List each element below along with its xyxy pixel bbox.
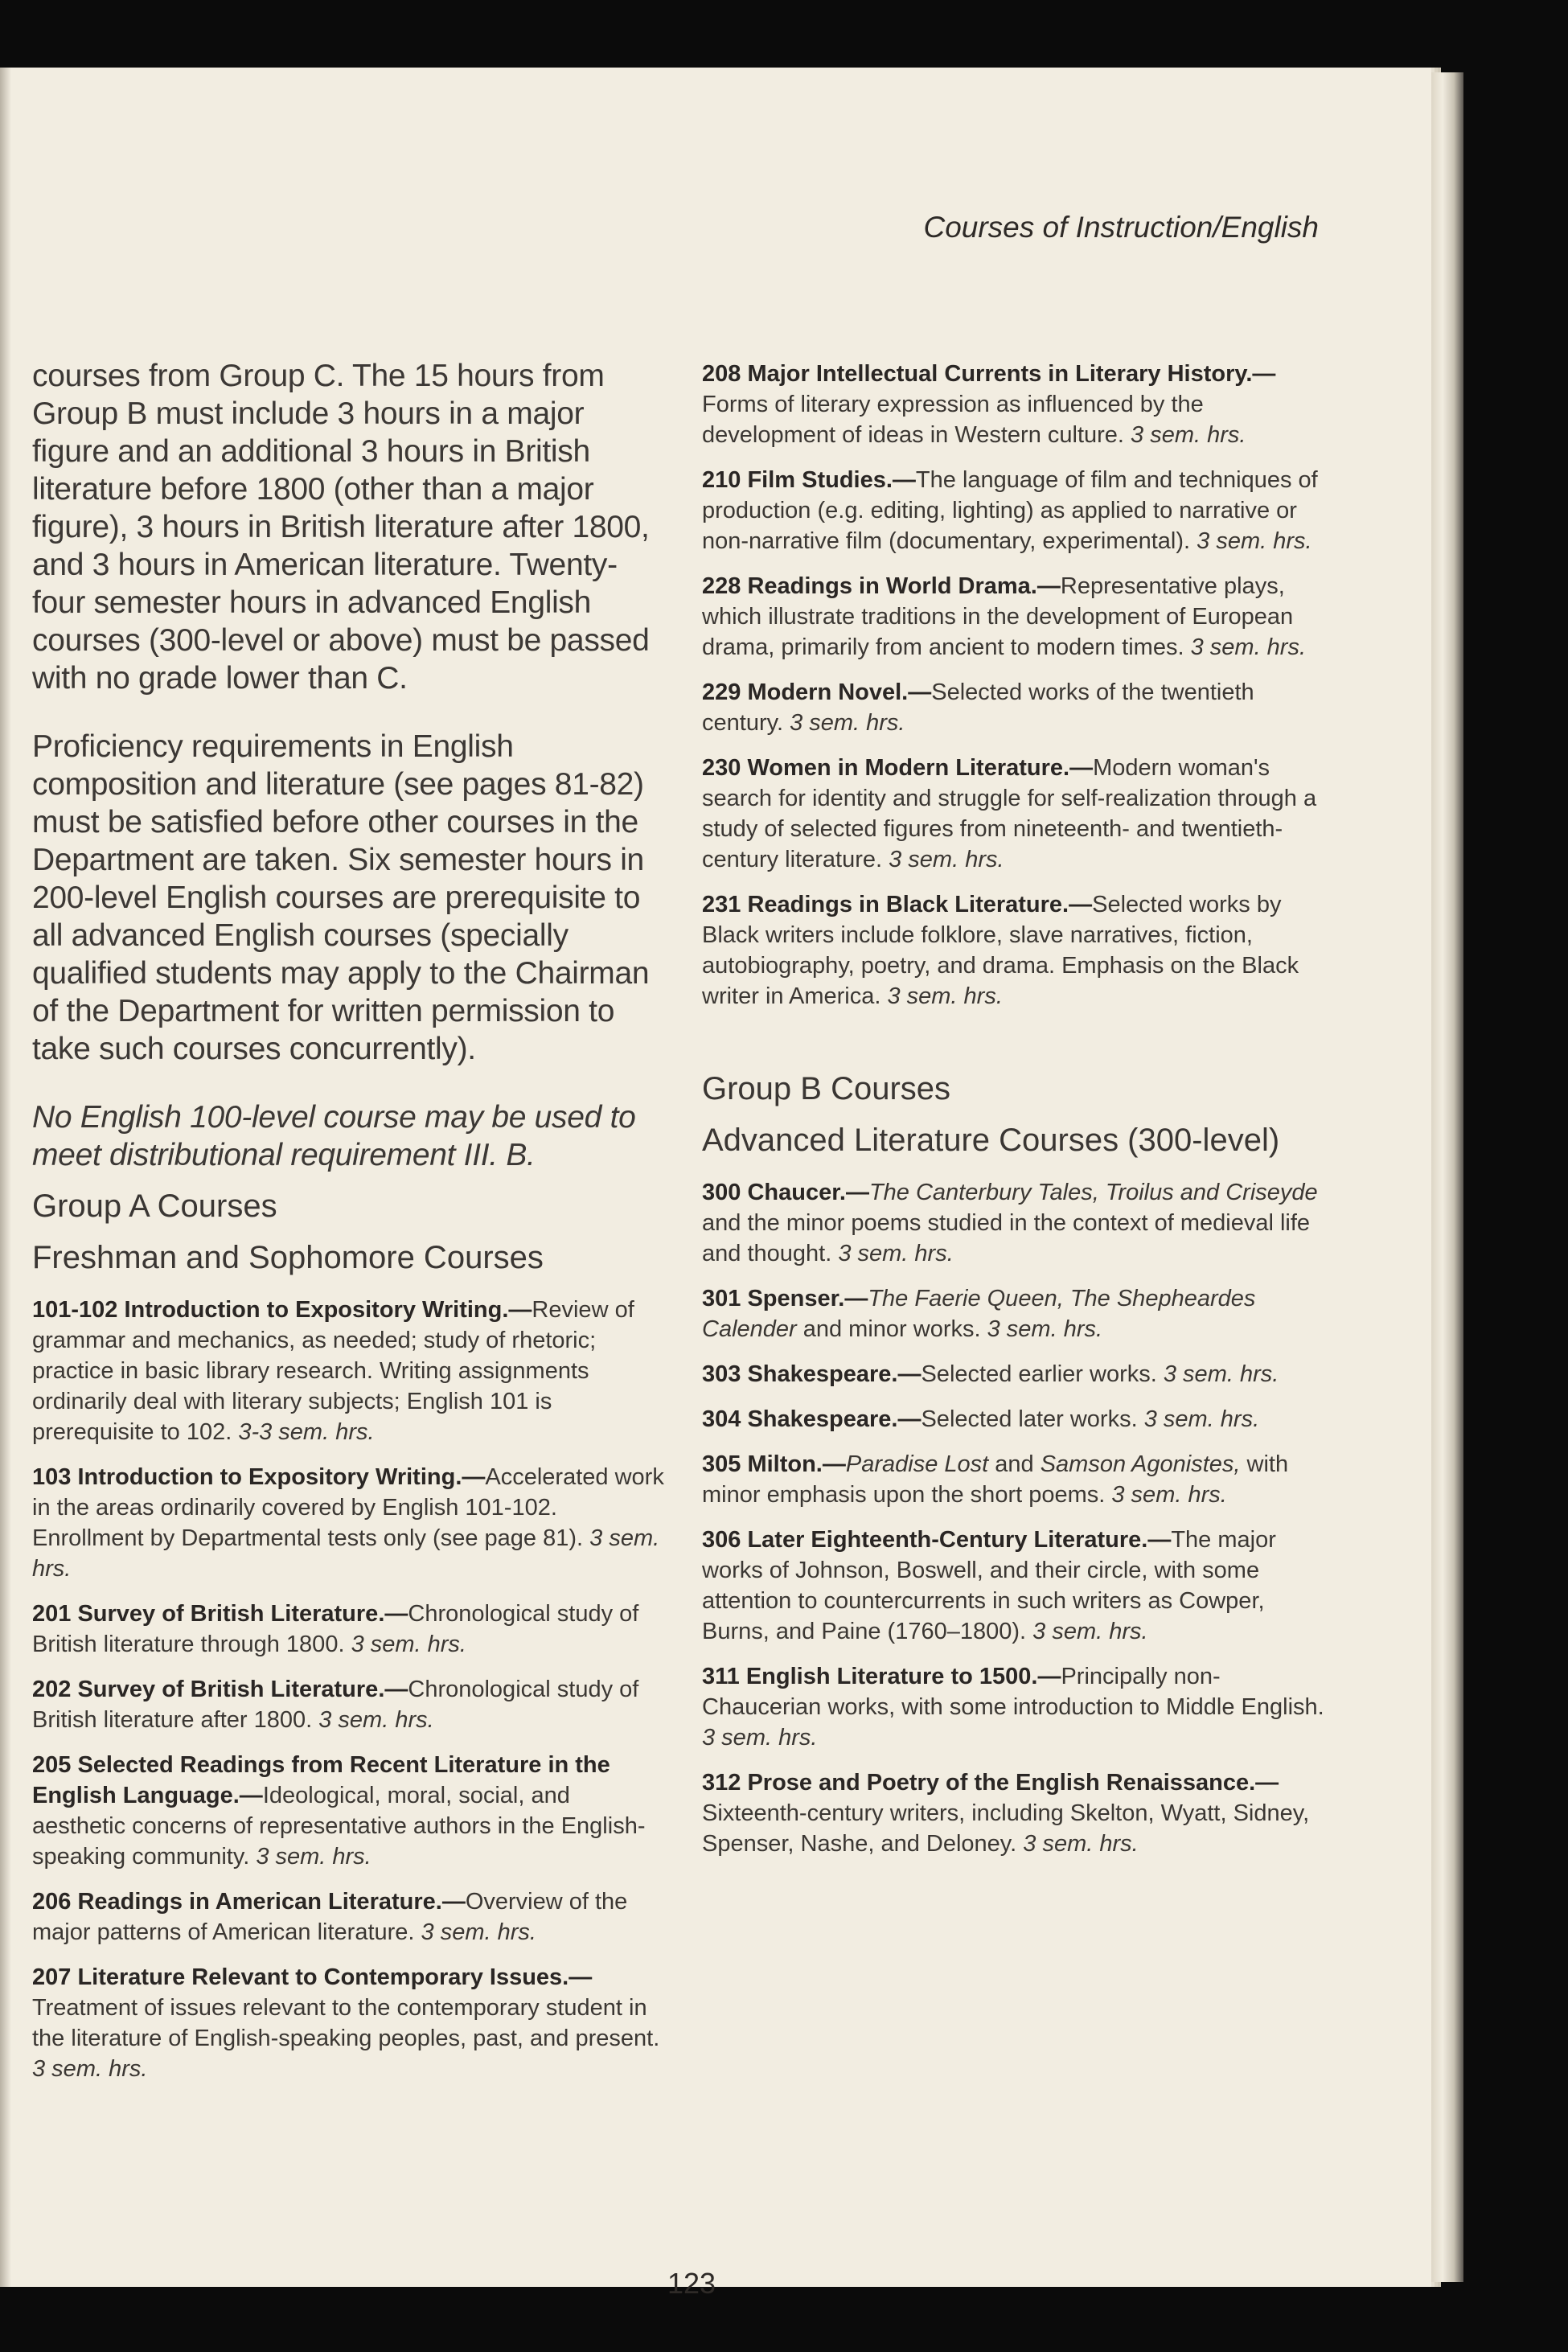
- course-228: [702, 571, 1329, 663]
- course-231: [702, 889, 1329, 1012]
- course-title: 230 Women in Modern Literature.—: [702, 755, 1094, 781]
- course-description: Chronological study of British literature after 1800.: [32, 1677, 639, 1733]
- course-hours: 3 sem. hrs.: [32, 1525, 660, 1582]
- course-title: 311 English Literature to 1500.—: [702, 1664, 1061, 1689]
- catalog-page: [0, 68, 1431, 2300]
- course-306: [702, 1525, 1329, 1647]
- course-206: [32, 1886, 667, 1948]
- course-312: [702, 1767, 1329, 1859]
- course-hours: 3 sem. hrs.: [987, 1316, 1103, 1342]
- course-title: 229 Modern Novel.—: [702, 679, 932, 705]
- course-201: [32, 1599, 667, 1660]
- course-title: 231 Readings in Black Literature.—: [702, 892, 1093, 917]
- course-hours: 3 sem. hrs.: [790, 710, 905, 736]
- running-head: Courses of Instruction/English: [923, 211, 1319, 244]
- page-gutter-shadow: [0, 68, 11, 2287]
- course-title: 306 Later Eighteenth-Century Literature.—: [702, 1527, 1172, 1553]
- course-description: Chronological study of British literature through 1800.: [32, 1601, 639, 1657]
- intro-text: [32, 357, 667, 1174]
- course-description: The language of film and techniques of production (e.g. editing, lighting) as applied to narrative or non-narrative film (documentary, experimental).: [702, 467, 1318, 554]
- course-title: 228 Readings in World Drama.—: [702, 573, 1061, 599]
- course-hours: 3 sem. hrs.: [318, 1707, 434, 1733]
- course-208: [702, 359, 1329, 450]
- course-title: 208 Major Intellectual Currents in Literary History.—: [702, 361, 1276, 387]
- course-title: 202 Survey of British Literature.—: [32, 1677, 408, 1702]
- left-column: [32, 357, 667, 2099]
- group-b-heading: Group B Courses: [702, 1071, 951, 1106]
- course-305: [702, 1449, 1329, 1510]
- course-description: Treatment of issues relevant to the contemporary student in the literature of English-speaking peoples, past, and present.: [32, 1995, 660, 2051]
- course-hours: 3 sem. hrs.: [351, 1632, 466, 1657]
- course-301: [702, 1283, 1329, 1344]
- course-hours: 3 sem. hrs.: [1131, 422, 1246, 448]
- page-number: 123: [667, 2267, 716, 2300]
- course-hours: 3-3 sem. hrs.: [238, 1419, 375, 1445]
- course-title: 207 Literature Relevant to Contemporary Issues.—: [32, 1964, 593, 1990]
- course-description: The major works of Johnson, Boswell, and their circle, with some attention to countercurrents in such writers as Cowper, Burns, and Paine (1760–1800).: [702, 1527, 1276, 1644]
- course-title: 304 Shakespeare.—: [702, 1406, 922, 1432]
- course-description: and the minor poems studied in the context of medieval life and thought.: [702, 1210, 1311, 1266]
- course-207: [32, 1962, 667, 2084]
- course-description: Selected works of the twentieth century.: [702, 679, 1254, 736]
- course-hours: 3 sem. hrs.: [32, 2056, 148, 2082]
- course-title: 300 Chaucer.—: [702, 1180, 869, 1205]
- course-title: 210 Film Studies.—: [702, 467, 916, 493]
- course-title: 206 Readings in American Literature.—: [32, 1889, 466, 1915]
- course-311: [702, 1661, 1329, 1753]
- work-title: Samson Agonistes,: [1040, 1451, 1241, 1477]
- course-hours: 3 sem. hrs.: [1190, 634, 1307, 660]
- course-hours: 3 sem. hrs.: [838, 1241, 954, 1266]
- course-description: Review of grammar and mechanics, as needed; study of rhetoric; practice in basic library research. Writing assignments ordinarily deal with literary subjects; English 101 is prerequisite to 102.: [32, 1297, 634, 1445]
- course-205: [32, 1750, 667, 1872]
- course-description: Representative plays, which illustrate traditions in the development of European drama, primarily from ancient to modern times.: [702, 573, 1294, 660]
- course-hours: 3 sem. hrs.: [889, 847, 1004, 872]
- course-300: [702, 1177, 1329, 1269]
- course-210: [702, 465, 1329, 556]
- course-title: 201 Survey of British Literature.—: [32, 1601, 408, 1627]
- course-description: Forms of literary expression as influenced by the development of ideas in Western culture.: [702, 392, 1204, 448]
- course-title: 101-102 Introduction to Expository Writing.—: [32, 1297, 532, 1323]
- group-b-subheading: Advanced Literature Courses (300-level): [702, 1123, 1280, 1158]
- course-103: [32, 1462, 667, 1584]
- course-hours: 3 sem. hrs.: [256, 1844, 371, 1870]
- course-description: Sixteenth-century writers, including Skelton, Wyatt, Sidney, Spenser, Nashe, and Deloney.: [702, 1800, 1310, 1857]
- course-202: [32, 1674, 667, 1735]
- work-title: Paradise Lost: [845, 1451, 989, 1477]
- proficiency-paragraph: Proficiency requirements in English composition and literature (see pages 81-82) must be satisfied before other courses in the Department are taken. Six semester hours in 200-level English courses are prerequisite to all advanced English courses (specially qualified students may apply to the Chairman of the Department for written permission to take such courses concurrently).: [32, 729, 650, 1066]
- course-title: 205 Selected Readings from Recent Literature in the English Language.—: [32, 1752, 610, 1808]
- group-a-heading: Group A Courses: [32, 1188, 277, 1224]
- course-304: [702, 1404, 1329, 1435]
- course-hours: 3 sem. hrs.: [702, 1725, 818, 1751]
- course-hours: 3 sem. hrs.: [1163, 1361, 1279, 1387]
- course-description: Selected works by Black writers include folklore, slave narratives, fiction, autobiography, poetry, and drama. Emphasis on the Black writer in America.: [702, 892, 1299, 1009]
- course-229: [702, 677, 1329, 738]
- course-230: [702, 753, 1329, 875]
- right-column: [702, 359, 1329, 1874]
- course-hours: 3 sem. hrs.: [887, 983, 1003, 1009]
- course-title: 301 Spenser.—: [702, 1286, 868, 1311]
- course-description: Ideological, moral, social, and aesthetic concerns of representative authors in the English-speaking community.: [32, 1783, 646, 1870]
- group-a-subheading: Freshman and Sophomore Courses: [32, 1240, 544, 1275]
- course-hours: 3 sem. hrs.: [1032, 1619, 1148, 1644]
- course-hours: 3 sem. hrs.: [1023, 1831, 1139, 1857]
- course-description: Accelerated work in the areas ordinarily covered by English 101-102. Enrollment by Departmental tests only (see page 81).: [32, 1464, 664, 1551]
- course-title: 103 Introduction to Expository Writing.—: [32, 1464, 486, 1490]
- course-title: 312 Prose and Poetry of the English Renaissance.—: [702, 1770, 1279, 1796]
- course-hours: 3 sem. hrs.: [1111, 1482, 1227, 1508]
- page-edge-stack: [1431, 72, 1463, 2282]
- course-description: and: [988, 1451, 1041, 1477]
- course-hours: 3 sem. hrs.: [421, 1919, 536, 1945]
- course-101-102: [32, 1295, 667, 1447]
- course-hours: 3 sem. hrs.: [1197, 528, 1312, 554]
- course-description: with minor emphasis upon the short poems.: [702, 1451, 1289, 1508]
- course-description: Overview of the major patterns of American literature.: [32, 1889, 628, 1945]
- course-title: 305 Milton.—: [702, 1451, 846, 1477]
- requirements-paragraph: courses from Group C. The 15 hours from Group B must include 3 hours in a major figure and an additional 3 hours in British literature before 1800 (other than a major figure), 3 hours in British literature after 1800, and 3 hours in American literature. Twenty-four semester hours in advanced English courses (300-level or above) must be passed with no grade lower than C.: [32, 359, 650, 696]
- course-description: Selected later works.: [921, 1406, 1144, 1432]
- work-title: The Faerie Queen, The Shepheardes Calender: [702, 1286, 1256, 1342]
- course-description: Selected earlier works.: [921, 1361, 1164, 1387]
- course-description: and minor works.: [796, 1316, 987, 1342]
- course-description: Principally non-Chaucerian works, with some introduction to Middle English.: [702, 1664, 1324, 1720]
- course-description: Modern woman's search for identity and struggle for self-realization through a study of selected figures from nineteenth- and twentieth-century literature.: [702, 755, 1317, 872]
- course-title: 303 Shakespeare.—: [702, 1361, 922, 1387]
- course-hours: 3 sem. hrs.: [1143, 1406, 1260, 1432]
- work-title: The Canterbury Tales, Troilus and Criseyde: [868, 1180, 1318, 1205]
- course-303: [702, 1359, 1329, 1389]
- distribution-note: No English 100-level course may be used to meet distributional requirement III. B.: [32, 1100, 636, 1172]
